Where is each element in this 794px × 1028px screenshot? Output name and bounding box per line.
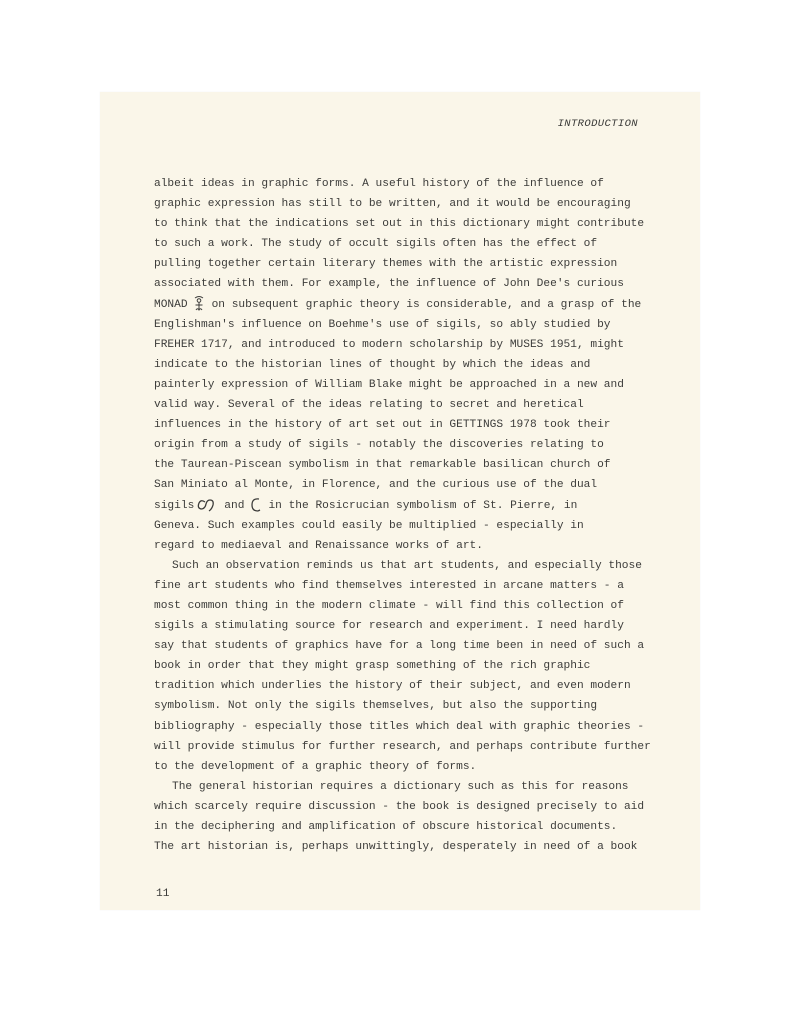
body-text — [154, 174, 664, 857]
text-line: symbolism. Not only the sigils themselves, but also the supporting — [154, 700, 598, 713]
text-fragment: on subsequent graphic theory is considerable, and a grasp of the — [211, 298, 642, 311]
text-line: FREHER 1717, and introduced to modern scholarship by MUSES 1951, might — [154, 338, 624, 351]
text-line-monad — [154, 295, 664, 315]
text-line: to such a work. The study of occult sigils often has the effect of — [154, 238, 598, 251]
text-line: the Taurean-Piscean symbolism in that remarkable basilican church of — [154, 459, 611, 472]
text-line: graphic expression has still to be written, and it would be encouraging — [154, 198, 631, 211]
text-line: to the development of a graphic theory of forms. — [154, 760, 477, 773]
page-number: 11 — [156, 888, 170, 900]
text-line: say that students of graphics have for a long time been in need of such a — [154, 640, 645, 653]
text-line: The art historian is, perhaps unwittingly, desperately in need of a book — [154, 841, 638, 854]
text-line: bibliography - especially those titles which deal with graphic theories - — [154, 720, 645, 733]
text-line: painterly expression of William Blake might be approached in a new and — [154, 378, 624, 391]
text-fragment: MONAD — [154, 298, 188, 311]
text-line: to think that the indications set out in this dictionary might contribute — [154, 218, 645, 231]
text-line: Geneva. Such examples could easily be multiplied - especially in — [154, 519, 584, 532]
text-line: regard to mediaeval and Renaissance works of art. — [154, 539, 483, 552]
text-line: Such an observation reminds us that art students, and especially those — [172, 559, 642, 572]
text-line: in the deciphering and amplification of obscure historical documents. — [154, 821, 618, 833]
text-line: Englishman's influence on Boehme's use of sigils, so ably studied by — [154, 318, 611, 331]
text-fragment: and — [224, 499, 245, 512]
text-line: associated with them. For example, the influence of John Dee's curious — [154, 278, 624, 291]
document-page — [100, 92, 700, 910]
text-line: pulling together certain literary themes with the artistic expression — [154, 258, 618, 271]
text-line: indicate to the historian lines of thought by which the ideas and — [154, 358, 591, 371]
text-line: fine art students who find themselves interested in arcane matters - a — [154, 579, 624, 592]
text-line: which scarcely require discussion - the book is designed precisely to aid — [154, 800, 645, 813]
text-fragment: sigils — [154, 499, 195, 512]
sigil-loop-icon — [196, 496, 218, 514]
text-line-sigils — [154, 496, 664, 516]
text-line: sigils a stimulating source for research and experiment. I need hardly — [154, 620, 624, 633]
running-head: INTRODUCTION — [557, 118, 638, 130]
text-line: origin from a study of sigils - notably the discoveries relating to — [154, 439, 604, 452]
text-line: valid way. Several of the ideas relating to secret and heretical — [154, 399, 584, 412]
text-line: influences in the history of art set out in GETTINGS 1978 took their — [154, 419, 611, 432]
text-line: tradition which underlies the history of their subject, and even modern — [154, 680, 631, 693]
text-line: San Miniato al Monte, in Florence, and the curious use of the dual — [154, 479, 598, 492]
text-line: albeit ideas in graphic forms. A useful history of the influence of — [154, 178, 604, 190]
text-fragment: in the Rosicrucian symbolism of St. Pierre, in — [268, 499, 578, 512]
text-line: most common thing in the modern climate - will find this collection of — [154, 599, 624, 612]
monad-glyph-icon — [192, 295, 206, 313]
text-line: will provide stimulus for further research, and perhaps contribute further — [154, 740, 651, 753]
text-line: The general historian requires a dictionary such as this for reasons — [172, 780, 629, 793]
text-line: book in order that they might grasp something of the rich graphic — [154, 660, 591, 673]
sigil-crescent-icon — [248, 496, 262, 514]
